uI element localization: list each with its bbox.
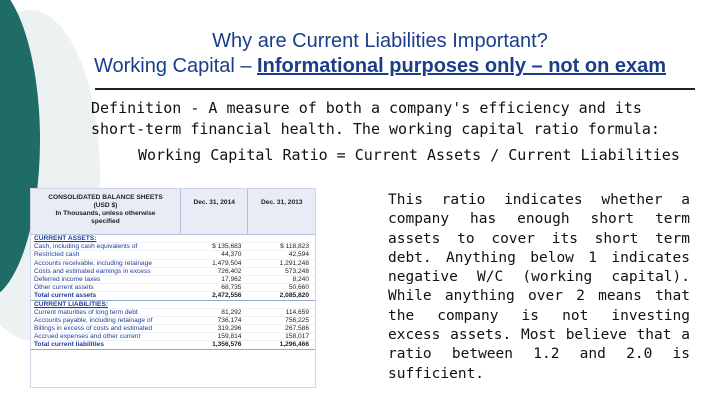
formula-text: Working Capital Ratio = Current Assets / Current Liabilities: [138, 146, 680, 164]
value-2014: 44,370: [221, 251, 242, 259]
title-divider: [95, 88, 695, 90]
value-2013: 1,296,466: [279, 341, 310, 349]
value-2013: 267,586: [285, 325, 310, 333]
table-row: [31, 251, 315, 259]
table-row: [31, 284, 315, 292]
row-label: Total current assets: [34, 292, 97, 300]
table-row: [31, 325, 315, 333]
balance-sheet-body: [31, 235, 315, 350]
row-label: Accrued expenses and other current: [34, 333, 141, 341]
row-label: CURRENT LIABILITIES:: [34, 300, 108, 308]
value-2013: 158,017: [285, 333, 310, 341]
value-2013: $ 118,823: [280, 243, 310, 251]
value-2013: 1,291,248: [279, 259, 310, 267]
value-2013: 8,240: [292, 275, 310, 283]
subtitle-underlined: Informational purposes only – not on exam: [257, 55, 666, 77]
value-2013: [247, 235, 315, 242]
value-2013: 2,085,820: [279, 292, 310, 300]
bs-col-2013: Dec. 31, 2013: [247, 189, 315, 234]
bs-col-2014: Dec. 31, 2014: [180, 189, 248, 234]
value-2013: [247, 301, 315, 308]
row-label: Deferred income taxes: [34, 275, 101, 283]
row-label: Accounts payable, including retainage of: [34, 316, 153, 324]
table-row: [31, 333, 315, 341]
value-2014: 68,735: [221, 284, 242, 292]
table-row: [31, 243, 315, 251]
bs-header-line-3: In Thousands, unless otherwise: [55, 210, 156, 217]
value-2014: [180, 235, 248, 242]
table-row: [31, 235, 315, 243]
row-label: Restricted cash: [34, 251, 80, 259]
value-2013: 114,659: [285, 308, 310, 316]
slide-title: Why are Current Liabilities Important?: [212, 30, 548, 52]
balance-sheet-image: [30, 188, 316, 388]
table-row: [31, 309, 315, 317]
bs-header-line-4: specified: [91, 218, 120, 225]
table-row: [31, 341, 315, 349]
definition-line-2: short-term financial health. The working capital ratio formula:: [91, 120, 660, 138]
definition-text: [91, 98, 691, 140]
value-2013: 50,660: [288, 284, 310, 292]
row-label: Accounts receivable, including retainage: [34, 259, 153, 267]
row-label: CURRENT ASSETS:: [34, 235, 97, 242]
bs-header-line-2: (USD $): [93, 202, 118, 209]
value-2014: 726,402: [217, 267, 242, 275]
subtitle-prefix: Working Capital –: [94, 55, 258, 77]
value-2013: 573,248: [285, 267, 310, 275]
value-2014: 159,814: [217, 333, 242, 341]
value-2013: 756,225: [285, 316, 310, 324]
value-2014: 2,472,556: [212, 292, 242, 300]
row-label: Costs and estimated earnings in excess: [34, 267, 151, 275]
table-row: [31, 301, 315, 309]
table-row: [31, 260, 315, 268]
value-2014: $ 135,683: [212, 243, 242, 251]
value-2013: 42,594: [288, 251, 310, 259]
table-row: [31, 268, 315, 276]
row-label: Other current assets: [34, 284, 94, 292]
row-label: Current maturities of long term debt: [34, 308, 138, 316]
value-2014: 319,296: [217, 325, 242, 333]
value-2014: 1,479,504: [212, 259, 242, 267]
table-row: [31, 276, 315, 284]
table-row: [31, 317, 315, 325]
value-2014: 81,292: [221, 308, 242, 316]
row-label: Total current liabilities: [34, 341, 104, 349]
value-2014: 17,962: [221, 275, 242, 283]
explanation-paragraph: This ratio indicates whether a company has enough short term assets to cover its short term debt. Anything below 1 indicates negative W/C (working capital). While anything over 2 means that the company is not investing excess assets. Most believe that a ratio between 1.2 and 2.0 is sufficient.: [388, 192, 690, 382]
balance-sheet-title: [31, 189, 180, 234]
slide-subtitle: [50, 55, 710, 78]
value-2014: [180, 301, 248, 308]
value-2014: 1,356,576: [212, 341, 242, 349]
definition-line-1: Definition - A measure of both a company's efficiency and its: [91, 99, 642, 117]
bs-header-line-1: CONSOLIDATED BALANCE SHEETS: [48, 194, 163, 201]
table-row: [31, 292, 315, 300]
value-2014: 736,174: [217, 316, 242, 324]
row-label: Billings in excess of costs and estimated: [34, 325, 153, 333]
row-label: Cash, including cash equivalents of: [34, 243, 138, 251]
balance-sheet-header: [31, 189, 315, 235]
